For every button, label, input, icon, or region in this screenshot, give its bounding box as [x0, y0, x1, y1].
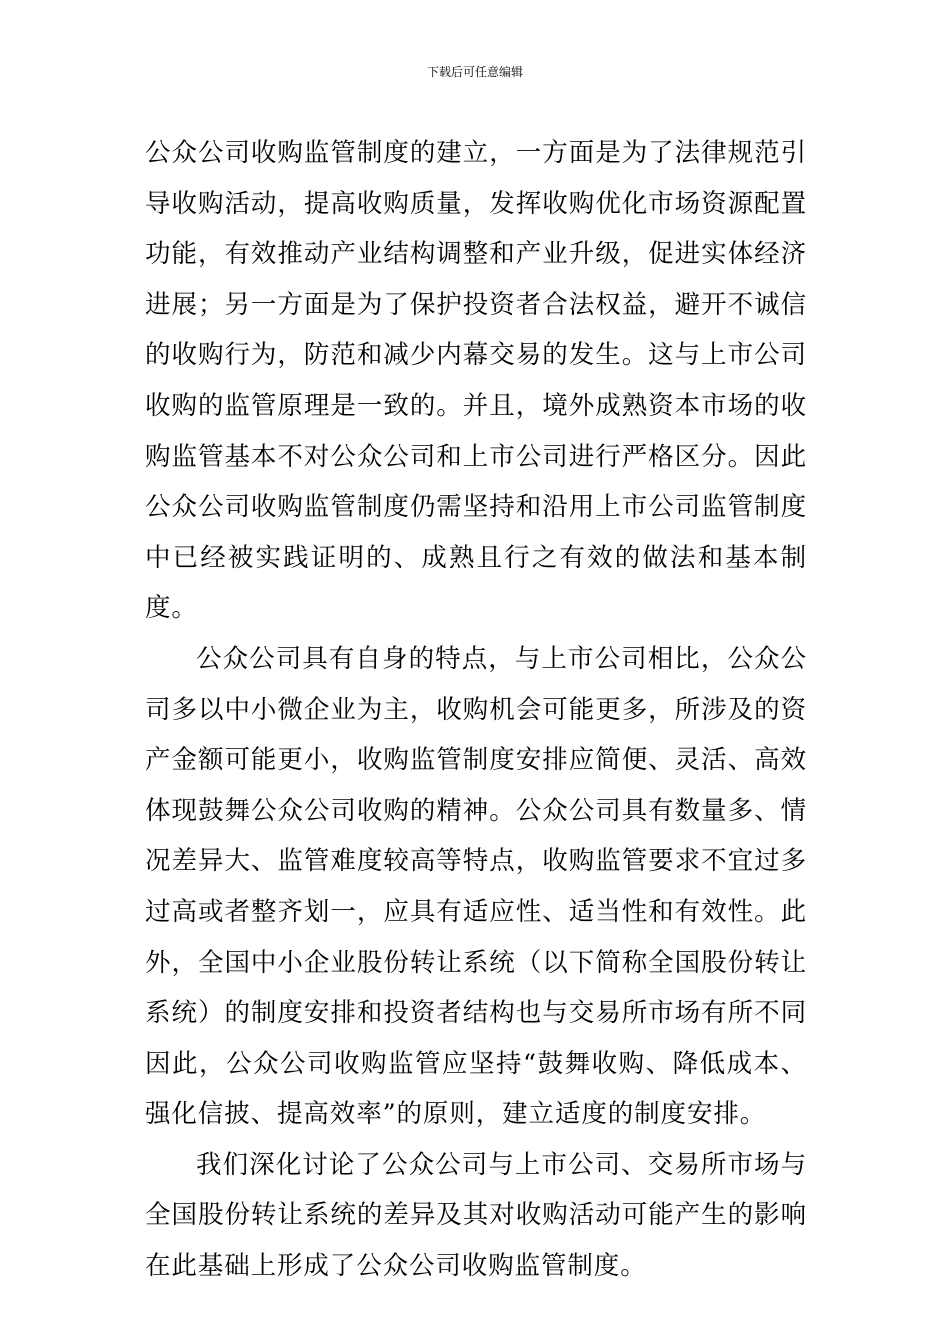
paragraph-1: 公众公司收购监管制度的建立，一方面是为了法律规范引导收购活动，提高收购质量，发挥收购优化市场资源配置功能，有效推动产业结构调整和产业升级，促进实体经济进展；另一方面是为了保护投资者合法权益，避开不诚信的收购行为，防范和减少内幕交易的发生。这与上市公司收购的监管原理是一致的。并且，境外成熟资本市场的收购监管基本不对公众公司和上市公司进行严格区分。因此公众公司收购监管制度仍需坚持和沿用上市公司监管制度中已经被实践证明的、成熟且行之有效的做法和基本制度。 — [145, 138, 807, 624]
page-header: 下载后可任意编辑 — [426, 65, 523, 79]
document-body — [145, 128, 807, 1292]
paragraph-2: 公众公司具有自身的特点，与上市公司相比，公众公司多以中小微企业为主，收购机会可能更多，所涉及的资产金额可能更小，收购监管制度安排应简便、灵活、高效体现鼓舞公众公司收购的精神。公众公司具有数量多、情况差异大、监管难度较高等特点，收购监管要求不宜过多过高或者整齐划一，应具有适应性、适当性和有效性。此外，全国中小企业股份转让系统（以下简称全国股份转让系统）的制度安排和投资者结构也与交易所市场有所不同因此，公众公司收购监管应坚持“鼓舞收购、降低成本、强化信披、提高效率”的原则，建立适度的制度安排。 — [145, 643, 807, 1130]
paragraph-3: 我们深化讨论了公众公司与上市公司、交易所市场与全国股份转让系统的差异及其对收购活动可能产生的影响在此基础上形成了公众公司收购监管制度。 — [145, 1149, 807, 1282]
